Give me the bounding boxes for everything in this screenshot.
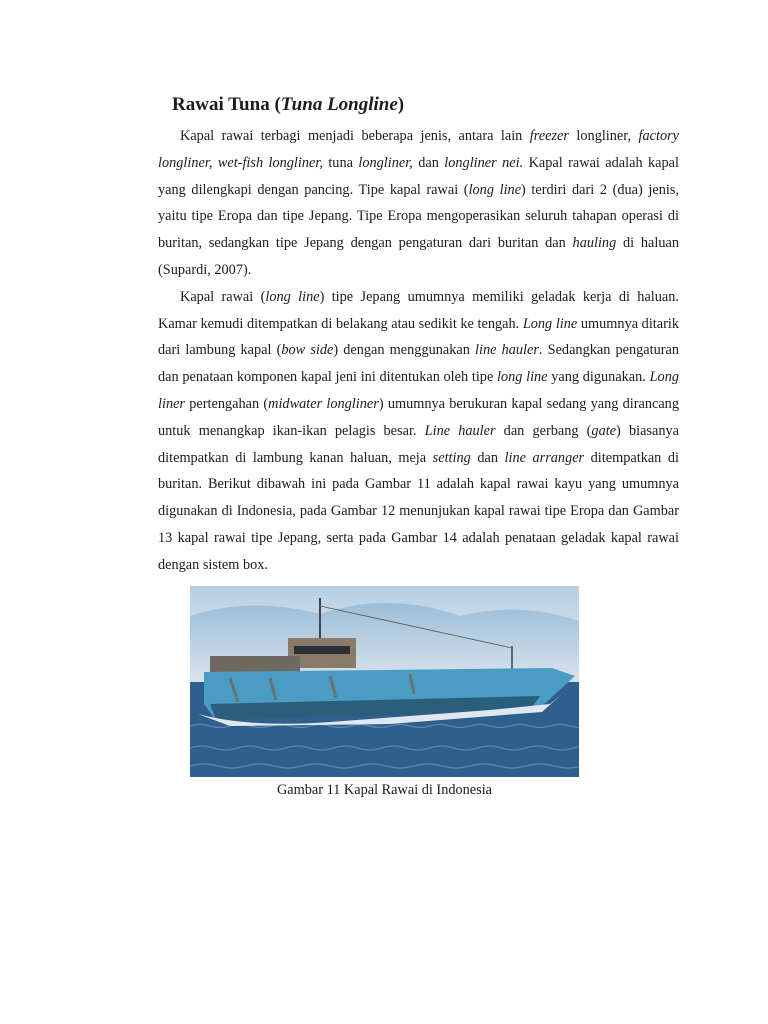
text-run: dan — [412, 154, 445, 171]
text-run: dan — [470, 449, 505, 466]
text-run: ) tipe Jepang umumnya memiliki geladak kerja di haluan. Kamar kemudi ditempatkan di belakang atau sedikit ke tengah. — [158, 288, 679, 332]
text-run: ) terdiri dari 2 (dua) jenis, yaitu tipe Eropa dan tipe Jepang. Tipe Eropa mengoperasikan seluruh tahapan operasi di buritan, sedangkan tipe Jepang dengan pengaturan dari buritan dan — [158, 181, 679, 252]
heading-close: ) — [397, 94, 405, 115]
italic-term: long line — [265, 288, 320, 305]
italic-term: long line — [468, 181, 522, 198]
text-run: ) biasanya ditempatkan di lambung kanan haluan, meja — [158, 422, 679, 466]
text-run: Kapal rawai ( — [180, 288, 266, 305]
italic-term: line arranger — [504, 449, 585, 466]
boat-wheelhouse-windows — [294, 646, 350, 654]
text-run: di haluan (Supardi, 2007). — [158, 235, 679, 278]
paragraph-1 — [158, 123, 679, 284]
text-run: ) umumnya berukuran kapal sedang yang dirancang untuk menangkap ikan-ikan pelagis besar. — [158, 395, 679, 439]
heading-italic-term: Tuna Longline — [280, 94, 398, 115]
paragraph-2 — [158, 284, 679, 579]
section-heading — [172, 92, 404, 118]
italic-term: midwater longliner — [268, 395, 379, 412]
figure-caption: Gambar 11 Kapal Rawai di Indonesia — [276, 782, 493, 798]
heading-text: Rawai Tuna ( — [172, 94, 281, 115]
italic-term: line hauler — [475, 342, 539, 359]
text-run: longliner, — [568, 128, 639, 144]
italic-term: Long liner — [158, 369, 679, 412]
italic-term: bow side — [281, 342, 334, 359]
text-run: Kapal rawai adalah kapal yang dilengkapi dengan pancing. Tipe kapal rawai ( — [158, 154, 679, 198]
text-run: pertengahan ( — [185, 395, 269, 412]
italic-term: factory longliner, wet-fish longliner, — [158, 128, 679, 171]
text-run: dan gerbang ( — [495, 422, 592, 439]
italic-term: freezer — [529, 128, 569, 144]
italic-term: longliner, — [358, 154, 413, 171]
boat-photo — [190, 586, 579, 777]
italic-term: hauling — [572, 235, 617, 252]
text-run: yang digunakan. — [547, 369, 650, 386]
italic-term: setting — [432, 449, 471, 466]
italic-term: long line — [497, 369, 548, 386]
italic-term: longliner nei. — [444, 154, 524, 171]
italic-term: Long line — [522, 315, 578, 332]
text-run: ) dengan menggunakan — [333, 342, 476, 359]
italic-term: Line hauler — [424, 422, 496, 439]
text-run: . Sedangkan pengaturan dan penataan komponen kapal jeni ini ditentukan oleh tipe — [158, 342, 679, 386]
body-text — [158, 123, 679, 579]
text-run: tuna — [322, 154, 359, 171]
text-run: Kapal rawai terbagi menjadi beberapa jenis, antara lain — [180, 128, 530, 144]
italic-term: gate — [591, 422, 617, 439]
text-run: umumnya ditarik dari lambung kapal ( — [158, 315, 679, 359]
text-run: ditempatkan di buritan. Berikut dibawah ini pada Gambar 11 adalah kapal rawai kayu yang umumnya digunakan di Indonesia, pada Gambar 12 menunjukan kapal rawai tipe Eropa dan Gambar 13 kapal rawai tipe Jepang, serta pada Gambar 14 adalah penataan geladak kapal rawai dengan sistem box. — [158, 449, 679, 573]
